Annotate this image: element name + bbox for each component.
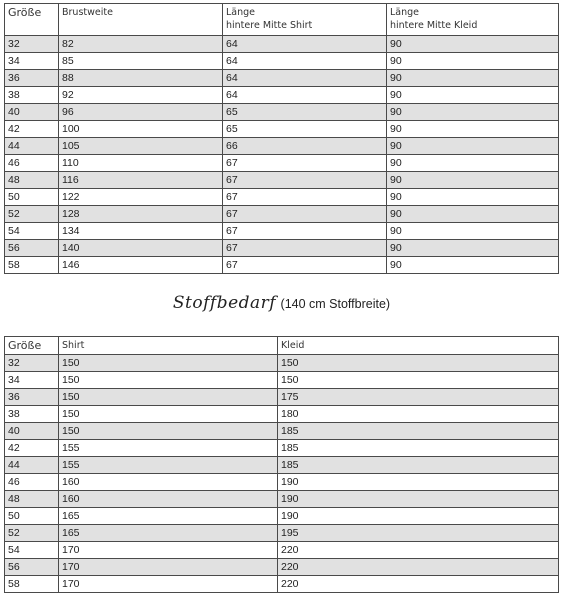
table-row xyxy=(5,576,559,593)
cell-chest-width: 100 xyxy=(59,121,223,138)
cell-dress-fabric: 220 xyxy=(278,559,559,576)
table-header-row xyxy=(5,4,559,36)
cell-size: 38 xyxy=(5,406,59,423)
table-row xyxy=(5,525,559,542)
cell-shirt-fabric: 150 xyxy=(59,372,278,389)
header-dress: Kleid xyxy=(278,337,559,355)
table-row xyxy=(5,559,559,576)
cell-shirt-fabric: 150 xyxy=(59,389,278,406)
cell-shirt-fabric: 160 xyxy=(59,491,278,508)
cell-chest-width: 105 xyxy=(59,138,223,155)
table-row xyxy=(5,121,559,138)
cell-chest-width: 134 xyxy=(59,223,223,240)
table-row xyxy=(5,542,559,559)
table-row xyxy=(5,457,559,474)
cell-size: 56 xyxy=(5,240,59,257)
cell-length-shirt: 64 xyxy=(223,87,387,104)
table-row xyxy=(5,508,559,525)
table-row xyxy=(5,53,559,70)
cell-chest-width: 122 xyxy=(59,189,223,206)
cell-length-dress: 90 xyxy=(387,53,559,70)
table-row xyxy=(5,206,559,223)
cell-dress-fabric: 185 xyxy=(278,440,559,457)
cell-chest-width: 146 xyxy=(59,257,223,274)
cell-size: 54 xyxy=(5,542,59,559)
cell-length-shirt: 67 xyxy=(223,189,387,206)
cell-chest-width: 96 xyxy=(59,104,223,121)
cell-shirt-fabric: 170 xyxy=(59,542,278,559)
cell-shirt-fabric: 155 xyxy=(59,457,278,474)
cell-length-dress: 90 xyxy=(387,206,559,223)
cell-dress-fabric: 220 xyxy=(278,542,559,559)
cell-length-shirt: 67 xyxy=(223,155,387,172)
section-title-sub: (140 cm Stoffbreite) xyxy=(280,297,391,311)
table-row xyxy=(5,240,559,257)
cell-dress-fabric: 150 xyxy=(278,355,559,372)
table-row xyxy=(5,423,559,440)
cell-chest-width: 85 xyxy=(59,53,223,70)
table-row xyxy=(5,491,559,508)
cell-size: 48 xyxy=(5,172,59,189)
cell-size: 36 xyxy=(5,389,59,406)
cell-shirt-fabric: 150 xyxy=(59,423,278,440)
cell-chest-width: 92 xyxy=(59,87,223,104)
table-row xyxy=(5,155,559,172)
cell-size: 36 xyxy=(5,70,59,87)
cell-size: 38 xyxy=(5,87,59,104)
header-length-shirt: Länge hintere Mitte Shirt xyxy=(223,4,387,36)
cell-length-dress: 90 xyxy=(387,172,559,189)
cell-length-shirt: 64 xyxy=(223,70,387,87)
cell-size: 32 xyxy=(5,355,59,372)
table-row xyxy=(5,257,559,274)
cell-size: 46 xyxy=(5,474,59,491)
cell-size: 50 xyxy=(5,189,59,206)
cell-length-dress: 90 xyxy=(387,257,559,274)
cell-dress-fabric: 180 xyxy=(278,406,559,423)
cell-dress-fabric: 190 xyxy=(278,474,559,491)
header-size: Größe xyxy=(5,337,59,355)
table-row xyxy=(5,36,559,53)
cell-length-dress: 90 xyxy=(387,155,559,172)
cell-size: 40 xyxy=(5,104,59,121)
cell-length-dress: 90 xyxy=(387,104,559,121)
table-row xyxy=(5,440,559,457)
cell-size: 32 xyxy=(5,36,59,53)
fabric-requirement-table xyxy=(4,336,559,593)
cell-length-shirt: 65 xyxy=(223,104,387,121)
table-row xyxy=(5,389,559,406)
cell-size: 42 xyxy=(5,440,59,457)
table-row xyxy=(5,474,559,491)
table-row xyxy=(5,172,559,189)
cell-size: 40 xyxy=(5,423,59,440)
cell-shirt-fabric: 170 xyxy=(59,559,278,576)
cell-size: 46 xyxy=(5,155,59,172)
size-chart-table xyxy=(4,3,559,274)
cell-length-dress: 90 xyxy=(387,36,559,53)
cell-chest-width: 110 xyxy=(59,155,223,172)
cell-length-dress: 90 xyxy=(387,223,559,240)
cell-size: 48 xyxy=(5,491,59,508)
cell-length-dress: 90 xyxy=(387,240,559,257)
cell-size: 56 xyxy=(5,559,59,576)
cell-length-shirt: 67 xyxy=(223,172,387,189)
cell-size: 44 xyxy=(5,457,59,474)
cell-dress-fabric: 190 xyxy=(278,491,559,508)
table-row xyxy=(5,189,559,206)
cell-shirt-fabric: 165 xyxy=(59,508,278,525)
header-chest-width: Brustweite xyxy=(59,4,223,36)
cell-dress-fabric: 220 xyxy=(278,576,559,593)
table-row xyxy=(5,372,559,389)
cell-length-dress: 90 xyxy=(387,189,559,206)
cell-shirt-fabric: 155 xyxy=(59,440,278,457)
table-row xyxy=(5,138,559,155)
cell-length-dress: 90 xyxy=(387,138,559,155)
cell-length-shirt: 67 xyxy=(223,257,387,274)
cell-shirt-fabric: 150 xyxy=(59,406,278,423)
section-title-script: Stoffbedarf xyxy=(172,293,277,313)
cell-size: 50 xyxy=(5,508,59,525)
cell-dress-fabric: 190 xyxy=(278,508,559,525)
table-row xyxy=(5,87,559,104)
cell-length-shirt: 64 xyxy=(223,53,387,70)
cell-chest-width: 128 xyxy=(59,206,223,223)
table-row xyxy=(5,223,559,240)
cell-shirt-fabric: 150 xyxy=(59,355,278,372)
cell-length-shirt: 67 xyxy=(223,223,387,240)
cell-length-dress: 90 xyxy=(387,87,559,104)
table-row xyxy=(5,355,559,372)
cell-size: 58 xyxy=(5,257,59,274)
fabric-requirement-title xyxy=(0,293,563,313)
cell-chest-width: 82 xyxy=(59,36,223,53)
table-row xyxy=(5,70,559,87)
cell-shirt-fabric: 160 xyxy=(59,474,278,491)
cell-length-dress: 90 xyxy=(387,70,559,87)
cell-shirt-fabric: 165 xyxy=(59,525,278,542)
header-shirt: Shirt xyxy=(59,337,278,355)
cell-size: 34 xyxy=(5,53,59,70)
cell-length-shirt: 64 xyxy=(223,36,387,53)
table-row xyxy=(5,406,559,423)
cell-size: 44 xyxy=(5,138,59,155)
cell-length-shirt: 67 xyxy=(223,240,387,257)
cell-dress-fabric: 150 xyxy=(278,372,559,389)
table-row xyxy=(5,104,559,121)
cell-size: 52 xyxy=(5,525,59,542)
cell-dress-fabric: 185 xyxy=(278,423,559,440)
cell-chest-width: 116 xyxy=(59,172,223,189)
cell-size: 52 xyxy=(5,206,59,223)
cell-shirt-fabric: 170 xyxy=(59,576,278,593)
cell-dress-fabric: 185 xyxy=(278,457,559,474)
cell-length-shirt: 66 xyxy=(223,138,387,155)
cell-length-dress: 90 xyxy=(387,121,559,138)
cell-length-shirt: 65 xyxy=(223,121,387,138)
table-header-row xyxy=(5,337,559,355)
cell-dress-fabric: 195 xyxy=(278,525,559,542)
cell-chest-width: 88 xyxy=(59,70,223,87)
cell-size: 58 xyxy=(5,576,59,593)
cell-size: 34 xyxy=(5,372,59,389)
cell-dress-fabric: 175 xyxy=(278,389,559,406)
cell-size: 54 xyxy=(5,223,59,240)
header-length-dress: Länge hintere Mitte Kleid xyxy=(387,4,559,36)
header-size: Größe xyxy=(5,4,59,36)
cell-chest-width: 140 xyxy=(59,240,223,257)
cell-size: 42 xyxy=(5,121,59,138)
cell-length-shirt: 67 xyxy=(223,206,387,223)
